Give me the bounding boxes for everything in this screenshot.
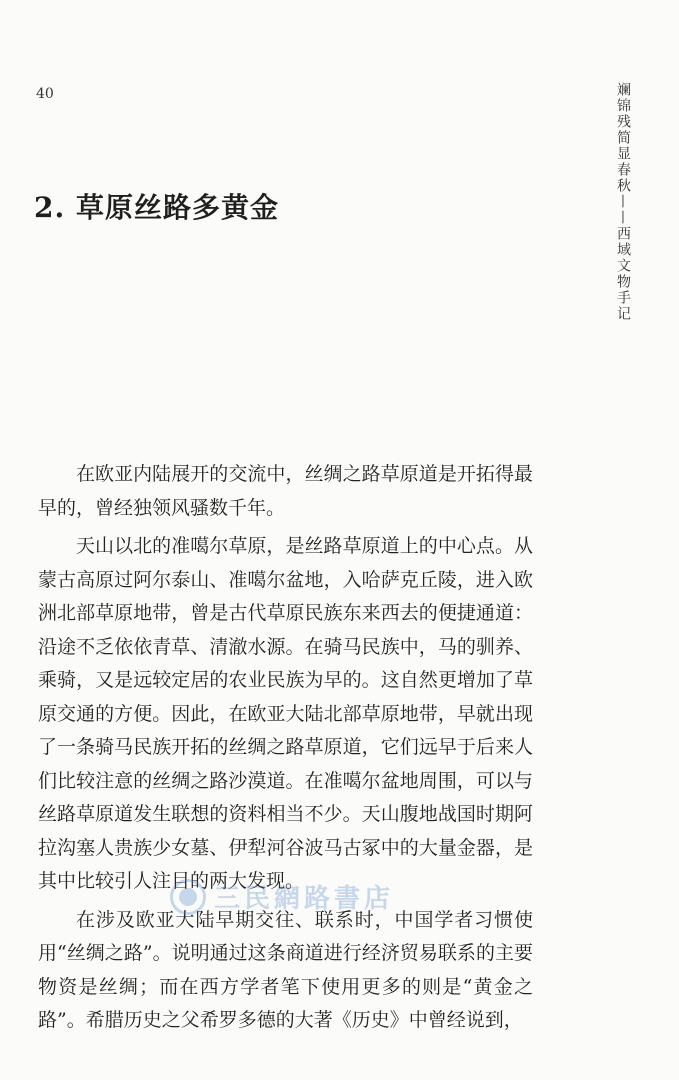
paragraph-3: 在涉及欧亚大陆早期交往、联系时，中国学者习惯使用“丝绸之路”。说明通过这条商道进行经济贸易联系的主要物资是丝绸；而在西方学者笔下使用更多的则是“黄金之路”。希腊历史之父希罗多德的大著《历史》中曾经说到， <box>38 908 533 1031</box>
page-number: 40 <box>36 86 54 102</box>
chapter-title: 2. 草原丝路多黄金 <box>34 191 279 224</box>
running-header-book-title: 斓锦残简显春秋——西域文物手记 <box>615 82 631 322</box>
watermark-text: 三民網路書店 <box>214 884 395 914</box>
paragraph-2: 天山以北的准噶尔草原，是丝路草原道上的中心点。从蒙古高原过阿尔泰山、准噶尔盆地，入哈萨克丘陵，进入欧洲北部草原地带，曾是古代草原民族东来西去的便捷通道：沿途不乏依依青草、清澈水源。在骑马民族中，马的驯养、乘骑，又是远较定居的农业民族为早的。这自然更增加了草原交通的方便。因此，在欧亚大陆北部草原地带，早就出现了一条骑马民族开拓的丝绸之路草原道，它们远早于后来人们比较注意的丝绸之路沙漠道。在准噶尔盆地周围，可以与丝路草原道发生联想的资料相当不少。天山腹地战国时期阿拉沟塞人贵族少女墓、伊犁河谷波马古冢中的大量金器，是其中比较引人注目的两大发现。 <box>38 535 533 892</box>
paragraph-1: 在欧亚内陆展开的交流中，丝绸之路草原道是开拓得最早的，曾经独领风骚数千年。 <box>38 463 533 519</box>
body-text <box>38 458 533 1043</box>
